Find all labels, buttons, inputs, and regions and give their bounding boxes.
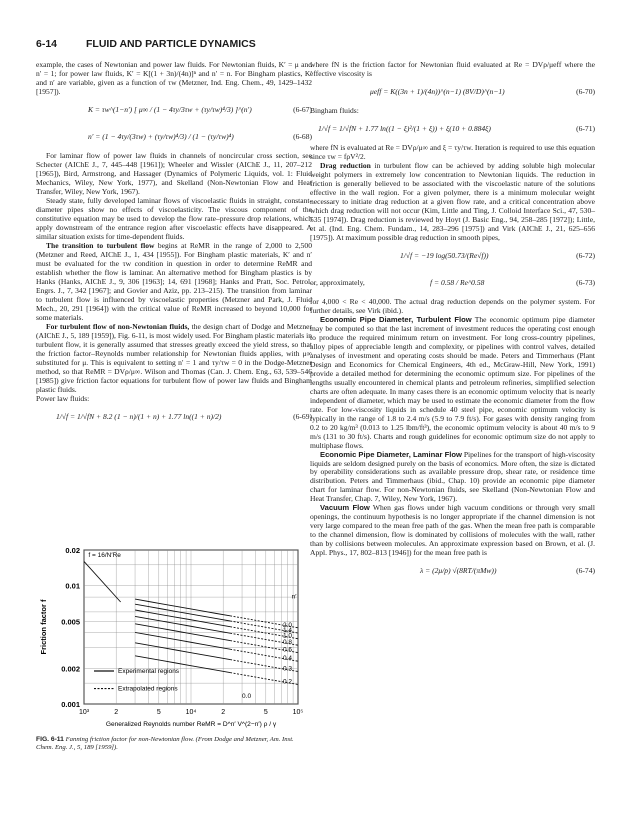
paragraph: Power law fluids: xyxy=(36,393,90,403)
run-in-heading: Economic Pipe Diameter, Turbulent Flow xyxy=(320,314,472,324)
n-value-label: 0.3 xyxy=(283,665,293,673)
equation-text: 1/√f = 1/√fN + 8.2 (1 − n)/(1 + n) + 1.77 ln((1 + n)/2) xyxy=(56,411,222,421)
equation-number: (6-71) xyxy=(576,123,595,133)
n-value-label: 0.4 xyxy=(283,655,293,663)
y-tick-label: 0.001 xyxy=(61,700,80,709)
caption-text: Fanning friction factor for non-Newtonian flow. (From Dodge and Metzner, Am. Inst. Chem. Eng. J., 5, 189 [1959]). xyxy=(36,736,294,751)
x-tick-label: 5 xyxy=(156,709,161,716)
equation-6-70 xyxy=(310,79,595,105)
equation-number: (6-72) xyxy=(576,250,595,260)
equation-number: (6-74) xyxy=(576,566,595,576)
paragraph: For laminar flow of power law fluids in channels of noncircular cross section, see Schecter (AIChE J., 7, 445–448 [1961]); Wheeler and Wissler (AIChE J., 11, 207–212 [1965]), Bird, Armstrong, and Hassager (Dynamics of Polymeric Liquids, vol. 1: Fluid Mechanics, Wiley, New York, 1977), and Skelland (Non-Newtonian Flow and Heat Transfer, Wiley, New York, 1967). xyxy=(36,150,312,196)
paragraph xyxy=(36,322,312,394)
paragraph xyxy=(310,503,595,557)
section-title: FLUID AND PARTICLE DYNAMICS xyxy=(86,38,256,50)
y-tick-label: 0.01 xyxy=(65,581,80,591)
equation-6-71 xyxy=(310,116,595,142)
paragraph: where fN is evaluated at Re = DVρ/μ∞ and ξ = τy/τw. Iteration is required to use this equation since τw = fρV²/2. xyxy=(310,142,595,161)
x-tick-label: 2 xyxy=(221,709,226,716)
n-value-label: 0.8 xyxy=(283,639,293,647)
legend-label: Experimental regions xyxy=(118,668,180,676)
equation-number: (6-67) xyxy=(293,104,312,114)
equation-text: 1/√f = 1/√fN + 1.77 ln((1 − ξ)²/(1 + ξ)) + ξ(10 + 0.884ξ) xyxy=(318,123,491,133)
series-line-solid xyxy=(135,643,230,660)
paragraph xyxy=(310,315,595,450)
equation-6-67 xyxy=(36,97,312,123)
equation-number: (6-73) xyxy=(576,277,595,287)
equation-text: λ = (2μ/p) √(8RT/(πMw)) xyxy=(420,566,497,576)
equation-number: (6-68) xyxy=(293,131,312,141)
paragraph-body: in turbulent flow can be achieved by adding soluble high molecular weight polymers in extremely low concentration to Newtonian liquids. The reduction in friction is generally believed to be associated with the viscoelastic nature of the solutions effective in the wall region. For a given polymer, there is a minimum molecular weight necessary to initiate drag reduction at a given flow rate, and a critical concentration above which drag reduction will not occur (Kim, Little and Ting, J. Colloid Interface Sci., 47, 530–535 [1974]). Drag reduction is reviewed by Hoyt (J. Basic Eng., 94, 258–285 [1972]); Little, et al. (Ind. Eng. Chem. Fundam., 14, 283–296 [1975]) and Virk (AIChE J., 21, 625–656 [1975]). At maximum possible drag reduction in smooth pipes, xyxy=(310,160,595,242)
laminar-line xyxy=(84,561,121,602)
equation-lead: or, approximately, xyxy=(310,277,365,287)
paragraph-body: the design chart of Dodge and Metzner (AIChE J., 5, 189 [1959]), Fig. 6-11, is most widely used. For Bingham plastic materials in turbulent flow, it is generally assumed that stresses greatly exceed the yield stress, so that the friction factor–Reynolds number relationship for Newtonian fluids applies, with μ∞ substituted for μ. This is equivalent to setting n′ = 1 and τy/τw = 0 in the Dodge-Metzner method, so that ReMR = DVρ/μ∞. Wilson and Thomas (Can. J. Chem. Eng., 63, 539–546 [1985]) give friction factor equations for turbulent flow of power law fluids and Bingham plastic fluids. xyxy=(36,321,312,394)
n-value-label: 0.6 xyxy=(283,646,293,654)
equation-6-74 xyxy=(310,558,595,584)
y-tick-label: 0.02 xyxy=(65,546,80,555)
series-line-solid xyxy=(135,624,230,641)
paragraph: Steady state, fully developed laminar flows of viscoelastic fluids in straight, constant-diameter pipes show no effects of viscoelasticity. The viscous component of the constitutive equation may be used to develop the flow rate–pressure drop relations, which apply downstream of the entrance region after viscoelastic effects have disappeared. A similar situation exists for time-dependent fluids. xyxy=(36,195,312,241)
run-in-heading: Economic Pipe Diameter, Laminar Flow xyxy=(320,449,462,459)
n-axis-label: n′ xyxy=(291,593,297,601)
equation-text: 1/√f = −19 log(50.73/(Re√f)) xyxy=(400,250,489,260)
n-value-label: 1.4 xyxy=(283,626,293,634)
run-in-heading: The transition to turbulent flow xyxy=(46,240,155,250)
equation-text: μeff = K((3n + 1)/(4n))^(n−1) (8V/D)^(n−1) xyxy=(370,86,505,96)
run-in-heading: Drag reduction xyxy=(320,160,371,170)
x-axis-label: Generalized Reynolds number ReMR = D^n′ V^(2−n′) ρ / γ xyxy=(105,721,277,728)
series-line-solid xyxy=(135,632,230,649)
y-axis-label: Friction factor f xyxy=(39,599,48,655)
running-header xyxy=(36,38,604,52)
paragraph-body: Pipelines for the transport of high-viscosity liquids are seldom designed purely on the basis of economics. More often, the size is dictated by operability considerations such as available pressure drop, shear rate, or residence time distribution. Peters and Timmerhaus (ibid., Chap. 10) provide an economic pipe diameter chart for laminar flow. For non-Newtonian fluids, see Skelland (Non-Newtonian Flow and Heat Transfer, Chap. 7, Wiley, New York, 1967). xyxy=(310,449,595,504)
legend-label: Extrapolated regions xyxy=(118,685,178,693)
x-tick-label: 2 xyxy=(114,709,119,716)
x-tick-label: 10³ xyxy=(78,709,90,716)
n-value-label: 2.0 xyxy=(283,621,293,629)
x-tick-label: 5 xyxy=(263,709,268,716)
figure-caption xyxy=(36,736,312,752)
run-in-heading: Vacuum Flow xyxy=(320,503,370,513)
run-in-heading: For turbulent flow of non-Newtonian fluids, xyxy=(46,321,190,331)
x-tick-label: 10⁴ xyxy=(185,709,197,716)
friction-factor-chart xyxy=(36,544,312,730)
paragraph xyxy=(310,450,595,504)
paragraph: example, the cases of Newtonian and power law fluids. For Newtonian fluids, K′ = μ and n′ = 1; for power law fluids, K′ = K[(1 + 3n)/(4n)]ⁿ and n′ = n. For Bingham plastics, K′ and n′ are variable, given as a function of τw (Metzner, Ind. Eng. Chem., 49, 1429–1432 [1957]). xyxy=(36,60,312,96)
paragraph: Bingham fluids: xyxy=(310,105,359,115)
equation-text: K = τw^(1−n′) [ μ∞ / (1 − 4τy/3τw + (τy/τw)⁴/3) ]^(n′) xyxy=(88,104,252,114)
right-column xyxy=(310,60,595,585)
paragraph xyxy=(310,161,595,242)
equation-6-73 xyxy=(310,270,595,296)
equation-6-68 xyxy=(36,124,312,150)
y-tick-label: 0.005 xyxy=(61,617,80,627)
paragraph xyxy=(36,241,312,322)
n-value-label: 0.2 xyxy=(283,678,293,686)
series-line-solid xyxy=(135,599,230,616)
figure-6-11 xyxy=(36,544,312,730)
n-value-label: 1.0 xyxy=(283,632,293,640)
equation-number: (6-70) xyxy=(576,86,595,96)
equation-6-72 xyxy=(310,243,595,269)
page-number: 6-14 xyxy=(36,38,58,50)
paragraph-body: begins at ReMR in the range of 2,000 to 2,500 (Metzner and Reed, AIChE J., 1, 434 [1955]). For Bingham plastic materials, K′ and n′ must be evaluated for the τw condition in question in order to determine ReMR and establish whether the flow is laminar. An alternative method for Bingham plastics is by Hanks (Hanks, AIChE J., 9, 306 [1963]; 14, 691 [1968]; Hanks and Pratt, Soc. Petrol. Engrs. J., 7, 342 [1967]; and Govier and Aziz, pp. 213–215). The transition from laminar to turbulent flow is influenced by viscoelastic properties (Metzner and Park, J. Fluid Mech., 20, 291 [1964]) with the critical value of ReMR increased to beyond 10,000 for some materials. xyxy=(36,240,312,322)
paragraph-body: When gas flows under high vacuum conditions or through very small openings, the continuum hypothesis is no longer appropriate if the channel dimension is not very large compared to the mean free path of the gas. When the mean free path is comparable to the channel dimension, flow is dominated by collisions of molecules with the wall, rather than by collisions between molecules. An approximate expression based on Brown, et al. (J. Appl. Phys., 17, 802–813 [1946]) for the mean free path is xyxy=(310,503,595,558)
caption-label: FIG. 6-11 xyxy=(36,736,64,743)
equation-text: f = 0.58 / Re^0.58 xyxy=(430,277,485,287)
laminar-label: f = 16/N′Re xyxy=(88,551,121,559)
paragraph: where fN is the friction factor for Newtonian fluid evaluated at Re = DVρ/μeff where the effective viscosity is xyxy=(310,60,595,78)
equation-number: (6-69) xyxy=(293,411,312,421)
paragraph-body: The economic optimum pipe diameter may be computed so that the last increment of investment reduces the operating cost enough to produce the required minimum return on investment. For long cross-country pipelines, alloy pipes of appreciable length and complexity, or pipelines with control valves, detailed analyses of investment and operating costs should be made. Peters and Timmerhaus (Plant Design and Economics for Chemical Engineers, 4th ed., McGraw-Hill, New York, 1991) provide a detailed method for determining the economic optimum size. For pipelines of the lengths usually encountered in chemical plants and petroleum refineries, simplified selection charts are often adequate. In many cases there is an economic optimum velocity that is nearly independent of diameter, which may be used to estimate the economic diameter from the flow rate. For low-viscosity liquids in schedule 40 steel pipe, economic optimum velocity is typically in the range of 1.8 to 2.4 m/s (5.9 to 7.9 ft/s). For gases with density ranging from 0.2 to 20 kg/m³ (0.013 to 1.25 lbm/ft³), the economic optimum velocity is about 40 m/s to 9 m/s (131 to 30 ft/s). Charts and rough guidelines for economic optimum size do not apply to multiphase flows. xyxy=(310,314,595,450)
y-tick-label: 0.002 xyxy=(61,664,80,674)
x-tick-label: 10⁵ xyxy=(292,709,304,716)
n-value-label: 0.0 xyxy=(242,693,252,701)
equation-text: n′ = (1 − 4τy/(3τw) + (τy/τw)⁴/3) / (1 − (τy/τw)⁴) xyxy=(88,131,234,141)
paragraph: for 4,000 < Re < 40,000. The actual drag reduction depends on the polymer system. For further details, see Virk (ibid.). xyxy=(310,296,595,315)
left-column xyxy=(36,60,312,431)
equation-6-69 xyxy=(36,404,312,430)
